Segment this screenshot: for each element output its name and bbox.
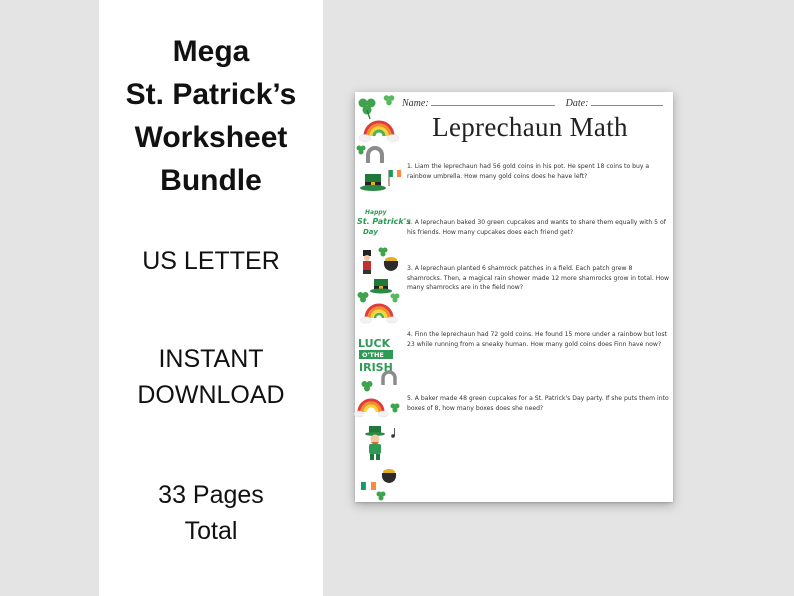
name-label: Name: xyxy=(402,98,429,109)
piper-icon xyxy=(363,250,371,274)
st-patricks-text: St. Patrick's xyxy=(357,217,411,226)
day-text: Day xyxy=(363,228,378,236)
question-4: 4. Finn the leprechaun had 72 gold coins. He found 15 more under a rainbow but lost 23 while running from a sneaky human. How many gold coins does Finn have now? xyxy=(407,331,667,348)
pot-of-gold-icon xyxy=(382,469,396,483)
name-date-header xyxy=(402,98,663,109)
leprechaun-hat-icon xyxy=(370,279,392,294)
shamrock-icon xyxy=(357,146,366,155)
page-count xyxy=(99,477,323,549)
leprechaun-icon xyxy=(365,426,385,460)
luck-of-the-irish-text xyxy=(358,337,393,374)
happy-text: Happy xyxy=(365,209,387,216)
name-line xyxy=(431,98,555,106)
format-label: US LETTER xyxy=(142,247,280,275)
download-line-2: DOWNLOAD xyxy=(137,381,285,409)
shamrock-icon xyxy=(358,292,369,303)
worksheet-title: Leprechaun Math xyxy=(432,112,628,142)
page-count-line-2: Total xyxy=(184,517,238,545)
shamrock-icon xyxy=(391,294,400,303)
date-line xyxy=(591,98,663,106)
bundle-title xyxy=(99,30,323,202)
happy-st-patricks-day-text xyxy=(357,209,411,236)
title-line-4: Bundle xyxy=(160,164,262,197)
irish-flag-icon xyxy=(389,170,401,186)
irish-text: IRISH xyxy=(359,361,393,374)
question-1: 1. Liam the leprechaun had 56 gold coins in his pot. He spent 18 coins to buy a rainbow umbrella. How many gold coins does he have left? xyxy=(407,163,650,180)
horseshoe-icon xyxy=(368,148,382,163)
leprechaun-hat-icon xyxy=(360,174,386,191)
irish-flag-icon xyxy=(361,482,376,490)
download-label xyxy=(99,341,323,413)
shamrock-icon xyxy=(384,95,395,105)
question-3: 3. A leprechaun planted 6 shamrock patches in a field. Each patch grew 8 shamrocks. Then, a magical rain shower made 12 more shamrocks grow in total. How many shamrocks are in the field now? xyxy=(407,265,670,292)
download-line-1: INSTANT xyxy=(158,345,264,373)
title-line-3: Worksheet xyxy=(134,121,288,154)
question-5: 5. A baker made 48 green cupcakes for a St. Patrick's Day party. If she puts them into boxes of 8, how many boxes does she need? xyxy=(407,395,669,412)
left-margin xyxy=(0,0,99,596)
worksheet-preview xyxy=(355,92,673,502)
shamrock-icon xyxy=(359,99,376,120)
info-panel xyxy=(99,0,323,596)
rainbow-icon xyxy=(361,305,398,323)
music-note-icon xyxy=(391,428,395,438)
shamrock-icon xyxy=(391,404,400,413)
pot-of-gold-icon xyxy=(384,257,398,271)
decorative-border xyxy=(355,92,411,502)
shamrock-icon xyxy=(362,381,373,392)
date-label: Date: xyxy=(565,98,589,109)
question-2: 2. A leprechaun baked 30 green cupcakes and wants to share them equally with 5 of his friends. How many cupcakes does each friend get? xyxy=(407,219,666,236)
rainbow-icon xyxy=(354,400,388,417)
shamrock-icon xyxy=(379,248,388,257)
title-line-1: Mega xyxy=(172,35,250,68)
shamrock-icon xyxy=(377,492,386,501)
title-line-2: St. Patrick’s xyxy=(125,78,297,111)
o-the-text: O'THE xyxy=(362,351,384,359)
luck-text: LUCK xyxy=(358,337,391,350)
rainbow-icon xyxy=(359,122,399,142)
page-count-line-1: 33 Pages xyxy=(158,481,264,509)
